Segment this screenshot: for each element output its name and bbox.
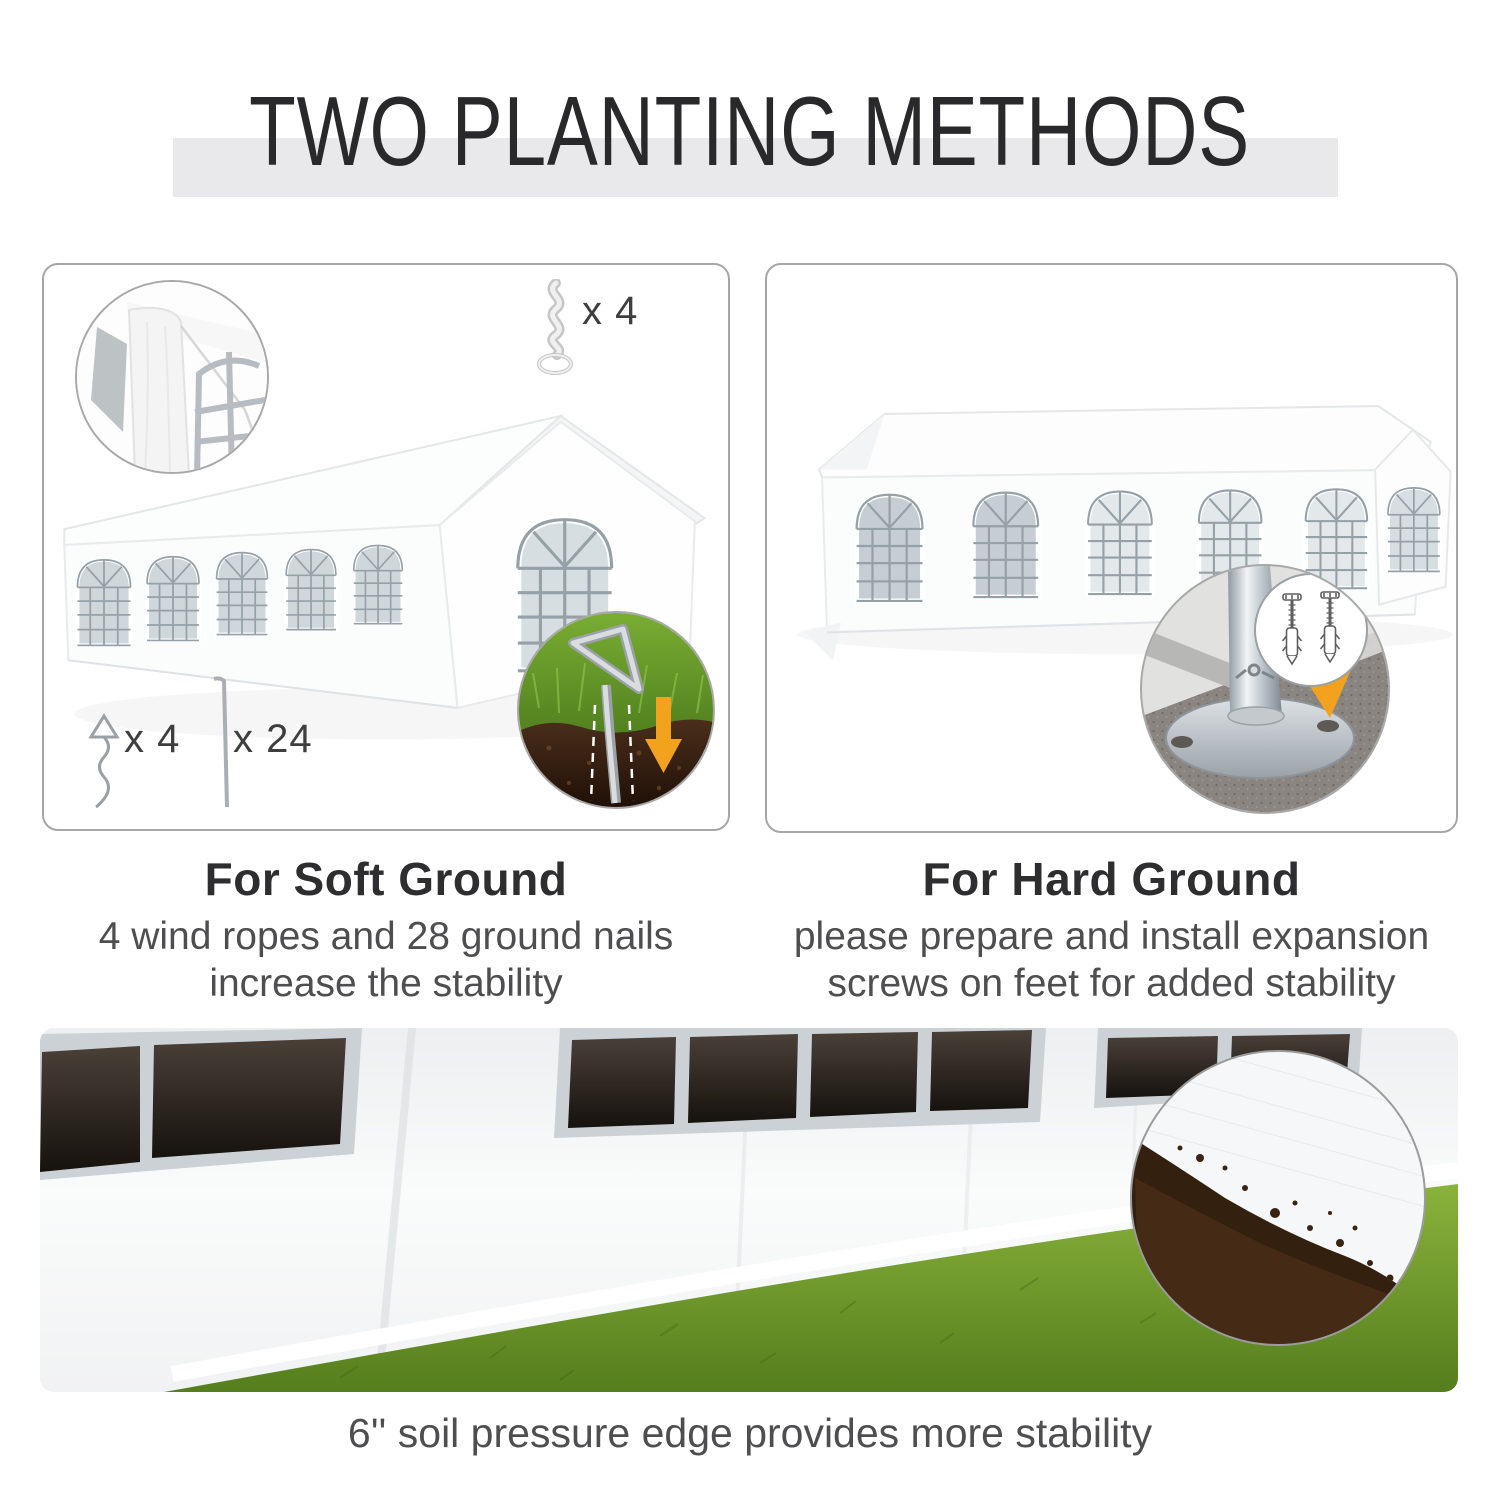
plate-hole <box>1317 720 1339 732</box>
footer-caption: 6'' soil pressure edge provides more stability <box>347 1410 1153 1456</box>
wind-rope-icon <box>530 279 582 377</box>
hard-ground-line2: screws on feet for added stability <box>827 961 1396 1005</box>
pole-on-hard-ground-photo <box>1142 566 1390 814</box>
corner-detail-inset <box>75 280 269 474</box>
wind-rope-count-label: x 4 <box>582 289 639 333</box>
gable-window <box>1388 488 1440 572</box>
tent-corner-photo <box>77 282 269 474</box>
tent-wall-closeup <box>40 1028 1458 1392</box>
curtain-fold <box>129 308 189 474</box>
window-group-left <box>40 1028 362 1180</box>
page-title: TWO PLANTING METHODS <box>249 76 1251 186</box>
spiral-stake-icon <box>82 713 126 809</box>
soft-ground-heading: For Soft Ground <box>204 853 568 905</box>
soft-ground-panel <box>42 263 730 831</box>
plate-hole <box>1171 736 1193 748</box>
soft-ground-line2: increase the stability <box>209 961 563 1005</box>
stake-in-grass-photo <box>519 613 715 809</box>
ground-nail-count-label: x 24 <box>233 717 313 761</box>
soil-pressure-edge-photo <box>40 1028 1458 1392</box>
hard-ground-description <box>765 914 1458 1008</box>
hard-ground-line1: please prepare and install expansion <box>793 915 1430 958</box>
spiral-stake-count-label: x 4 <box>124 717 181 761</box>
tent-roof <box>819 406 1431 477</box>
soft-ground-line1: 4 wind ropes and 28 ground nails <box>98 915 674 958</box>
window-group-middle <box>554 1028 1046 1138</box>
hard-ground-panel <box>765 263 1458 833</box>
pole-base-plate-inset <box>1140 564 1390 814</box>
soft-ground-description <box>42 914 730 1008</box>
tent-skirt <box>805 622 841 660</box>
ground-stake-grass-inset <box>517 611 715 809</box>
hard-ground-heading: For Hard Ground <box>922 853 1301 905</box>
